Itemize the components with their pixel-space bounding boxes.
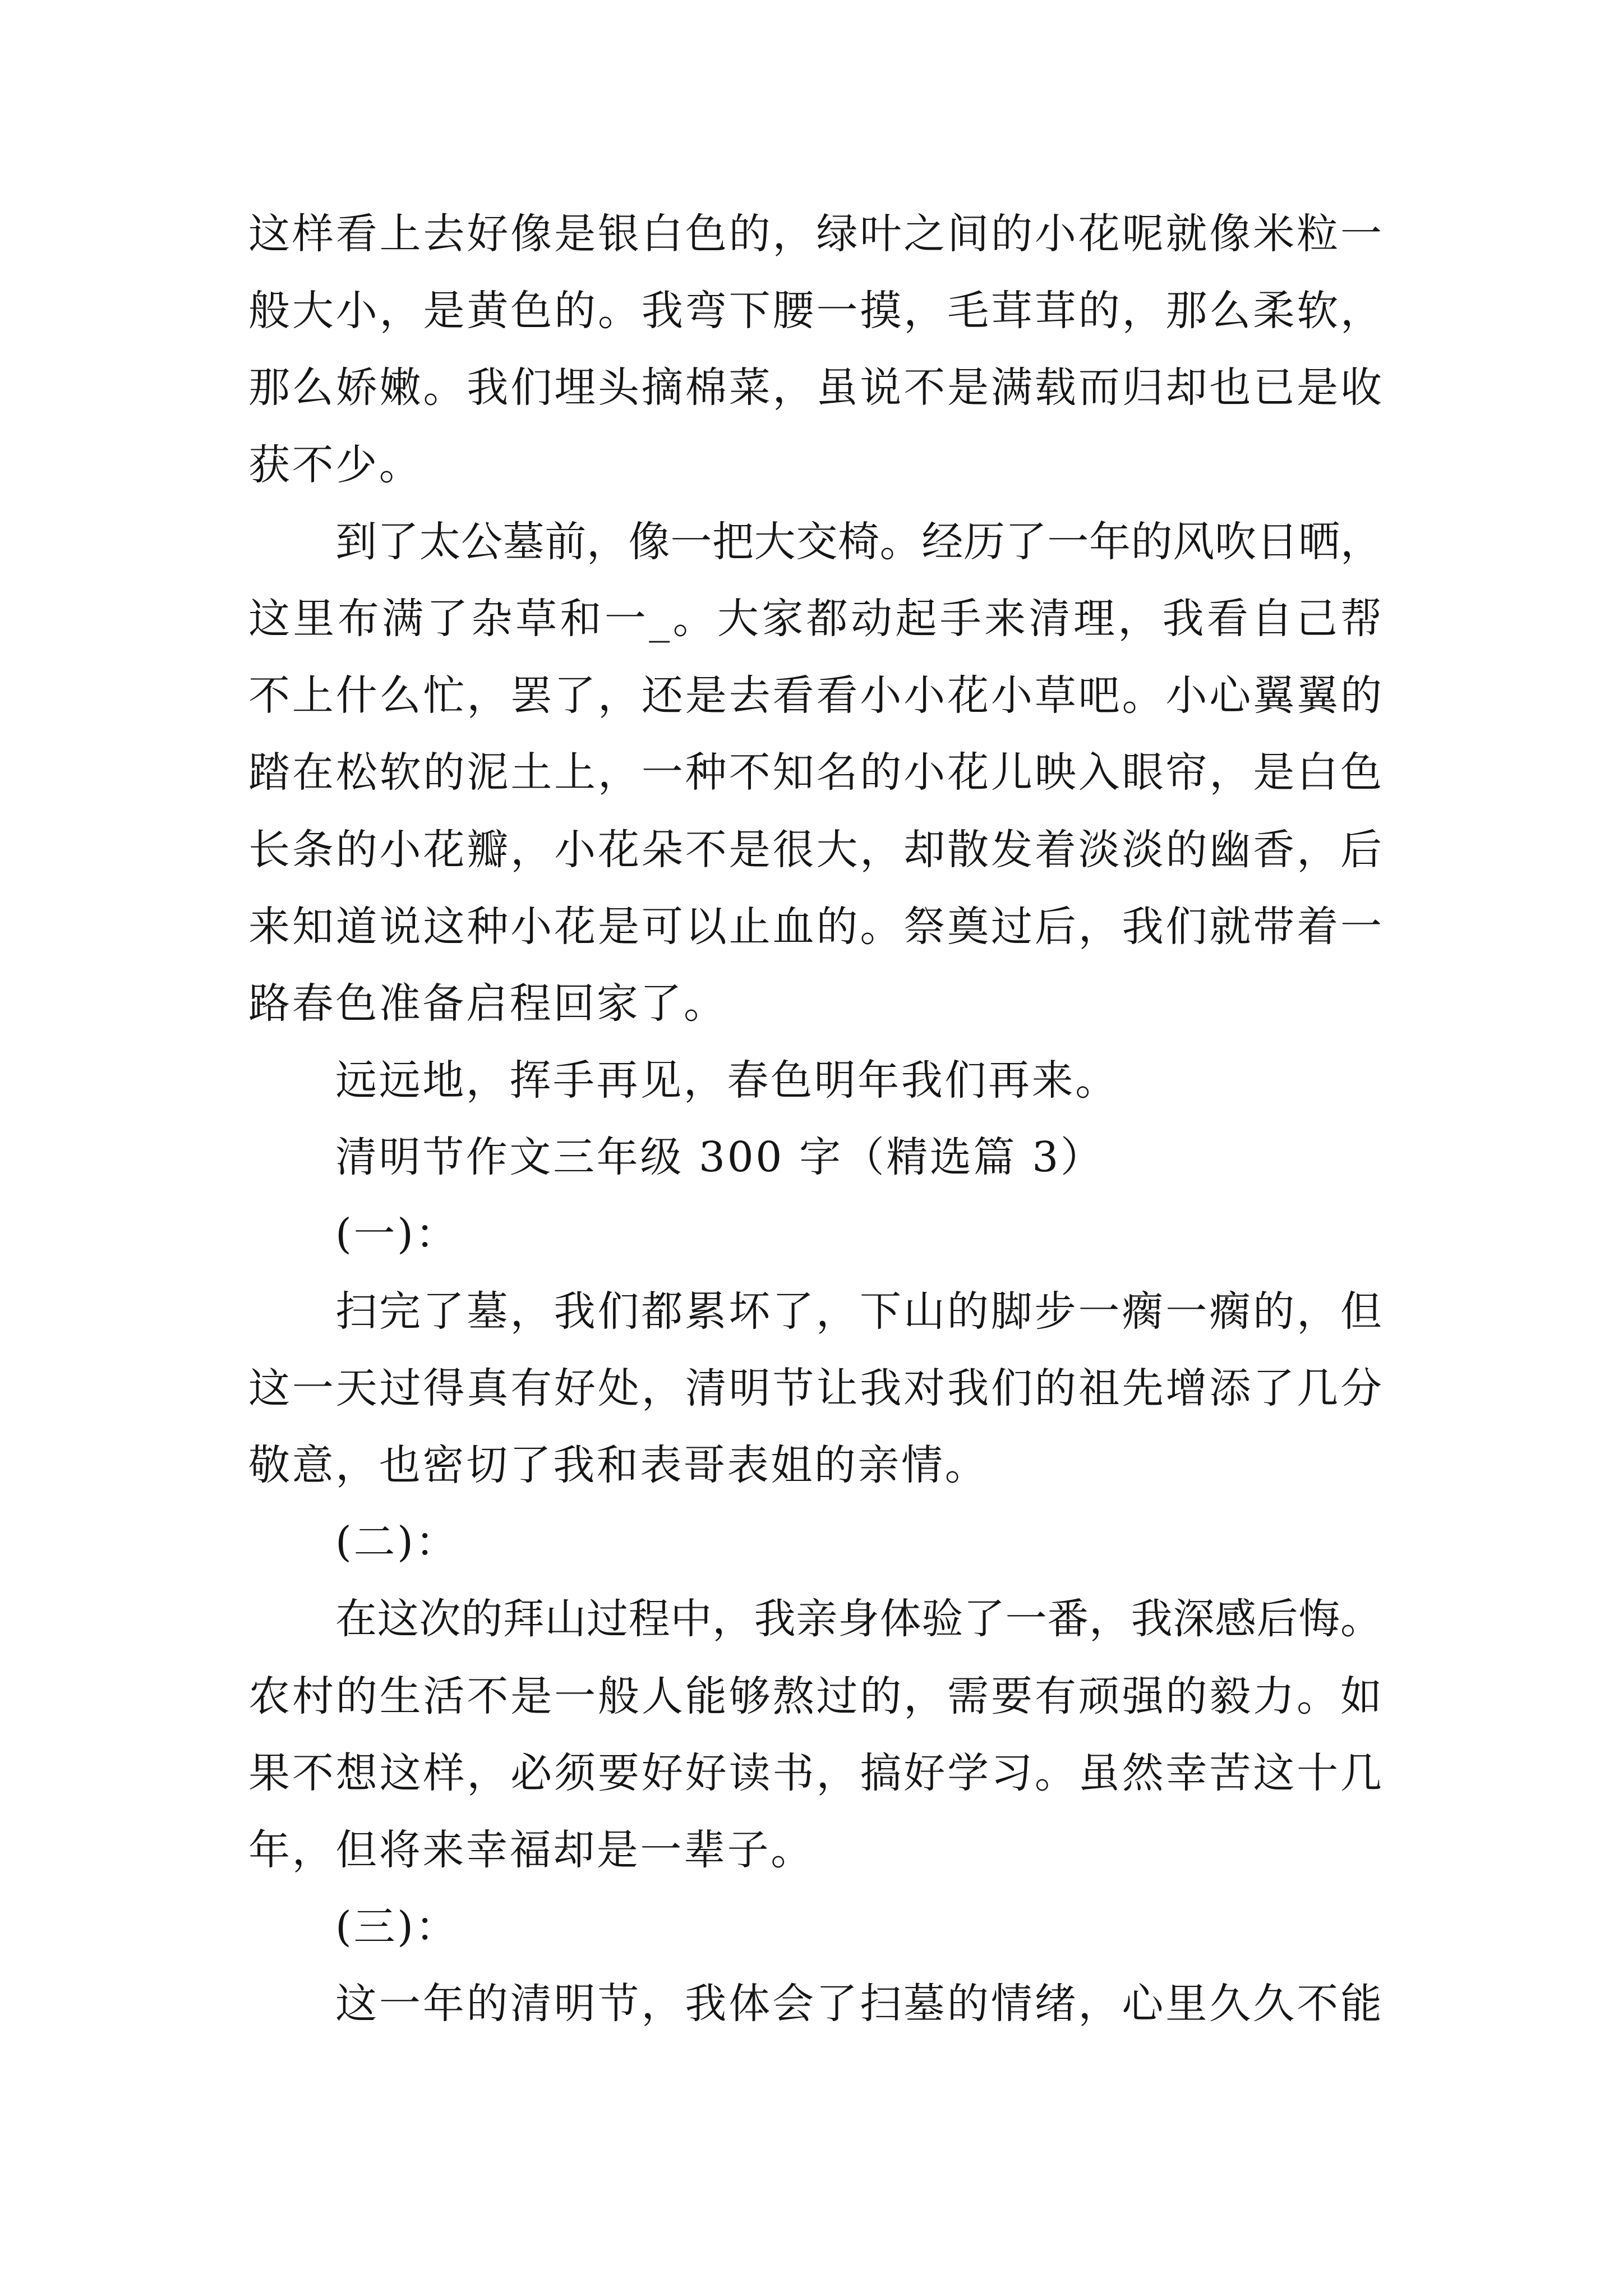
paragraph bbox=[248, 1966, 1382, 2042]
text-line: 路春色准备启程回家了。 bbox=[248, 979, 727, 1028]
subsection-label bbox=[248, 1504, 1382, 1581]
text-line: 远远地，挥手再见，春色明年我们再来。 bbox=[335, 1056, 1119, 1105]
text-line: 这里布满了杂草和一_。大家都动起手来清理，我看自己帮 bbox=[248, 594, 1382, 643]
paragraph bbox=[248, 1581, 1382, 1889]
paragraph bbox=[248, 1273, 1382, 1504]
text-line: 来知道说这种小花是可以止血的。祭奠过后，我们就带着一 bbox=[248, 902, 1382, 951]
text-line: 这一年的清明节，我体会了扫墓的情绪，心里久久不能 bbox=[335, 1980, 1382, 2028]
text-line: 这样看上去好像是银白色的，绿叶之间的小花呢就像米粒一 bbox=[248, 210, 1382, 258]
paragraph bbox=[248, 504, 1382, 1042]
text-line: 在这次的拜山过程中，我亲身体验了一番，我深感后悔。 bbox=[335, 1595, 1382, 1644]
subsection-label-text: (二)： bbox=[335, 1518, 459, 1567]
subsection-label-text: (一)： bbox=[335, 1210, 459, 1259]
body-text bbox=[248, 196, 1382, 2043]
text-line: 年，但将来幸福却是一辈子。 bbox=[248, 1825, 814, 1874]
section-title bbox=[248, 1119, 1382, 1196]
text-line: 敬意，也密切了我和表哥表姐的亲情。 bbox=[248, 1441, 989, 1489]
text-line: 这一天过得真有好处，清明节让我对我们的祖先增添了几分 bbox=[248, 1364, 1382, 1412]
text-line: 果不想这样，必须要好好读书，搞好学习。虽然幸苦这十几 bbox=[248, 1749, 1382, 1797]
text-line: 农村的生活不是一般人能够熬过的，需要有顽强的毅力。如 bbox=[248, 1672, 1382, 1720]
paragraph bbox=[248, 196, 1382, 504]
text-line: 到了太公墓前，像一把大交椅。经历了一年的风吹日晒， bbox=[335, 517, 1382, 566]
text-line: 那么娇嫩。我们埋头摘棉菜，虽说不是满载而归却也已是收 bbox=[248, 364, 1382, 412]
subsection-label bbox=[248, 1196, 1382, 1273]
text-line: 扫完了墓，我们都累坏了，下山的脚步一瘸一瘸的，但 bbox=[335, 1287, 1382, 1336]
subsection-label bbox=[248, 1889, 1382, 1966]
text-line: 踏在松软的泥土上，一种不知名的小花儿映入眼帘，是白色 bbox=[248, 748, 1382, 797]
text-line: 不上什么忙，罢了，还是去看看小小花小草吧。小心翼翼的 bbox=[248, 671, 1382, 720]
section-title-text: 清明节作文三年级 300 字（精选篇 3） bbox=[335, 1133, 1104, 1182]
text-line: 般大小，是黄色的。我弯下腰一摸，毛茸茸的，那么柔软， bbox=[248, 287, 1382, 335]
subsection-label-text: (三)： bbox=[335, 1903, 459, 1952]
paragraph bbox=[248, 1042, 1382, 1119]
text-line: 获不少。 bbox=[248, 440, 423, 489]
text-line: 长条的小花瓣，小花朵不是很大，却散发着淡淡的幽香，后 bbox=[248, 825, 1382, 874]
